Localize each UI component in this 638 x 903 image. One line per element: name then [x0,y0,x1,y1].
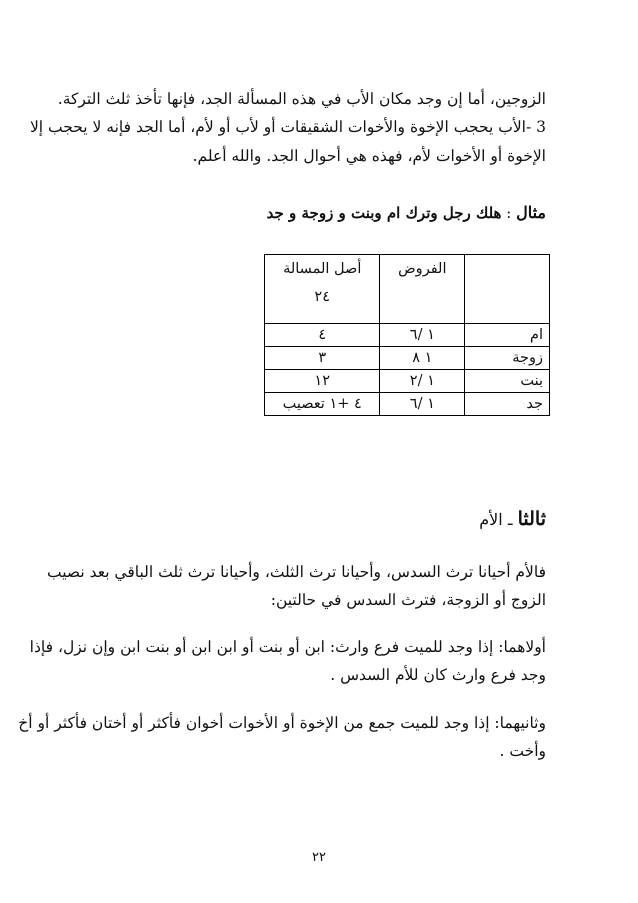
table-header-shares: الفروض [380,255,465,324]
paragraph-line: وأخت . [499,742,546,760]
share-cell: ١ /٢ [380,370,465,393]
portion-cell: ٣ [265,347,380,370]
portion-cell: ١٢ [265,370,380,393]
heir-cell: جد [465,393,550,416]
section-heading-title: ـ الأم [479,510,518,529]
section-heading-number: ثالثا [517,508,546,530]
example-separator: : [506,204,512,222]
paragraph-line: أولاهما: إذا وجد للميت فرع وارث: ابن أو بنت أو ابن ابن أو بنت ابن وإن نزل، فإذا [29,638,546,656]
table-header-origin: أصل المسالة ٢٤ [265,255,380,324]
table-header-row [265,255,550,324]
paragraph-line: 3 -الأب يحجب الإخوة والأخوات الشقيقات أو لأب أو لأم، أما الجد فإنه لا يحجب إلا [29,118,546,136]
origin-base-value: ٢٤ [314,289,330,305]
paragraph-line: وثانيهما: إذا وجد للميت جمع من الإخوة أو الأخوات أخوان فأكثر أو أختان فأكثر أو أخ [18,714,546,732]
paragraph-line: فالأم أحيانا ترث السدس، وأحيانا ترث الثلث، وأحيانا ترث ثلث الباقي بعد نصيب [47,563,546,581]
table-header-heir [465,255,550,324]
table-row [265,393,550,416]
inheritance-table [264,254,550,416]
paragraph-line: وجد فرع وارث كان للأم السدس . [330,666,546,684]
example-line [267,203,546,222]
page-number: ٢٢ [312,850,326,865]
paragraph-line: الزوجين، أما إن وجد مكان الأب في هذه المسألة الجد، فإنها تأخذ ثلث التركة. [57,90,546,108]
share-cell: ١ /٦ [380,393,465,416]
heir-cell: ام [465,324,550,347]
table-row [265,370,550,393]
example-text: هلك رجل وترك ام وبنت و زوجة و جد [266,204,502,222]
portion-cell: ٤ [265,324,380,347]
paragraph-line: الزوج أو الزوجة، فترث السدس في حالتين: [270,591,546,609]
table-row [265,324,550,347]
share-cell: ١ /٦ [380,324,465,347]
portion-cell: ٤ +١ تعصيب [265,393,380,416]
share-cell: ١ ٨ [380,347,465,370]
heir-cell: بنت [465,370,550,393]
heir-cell: زوجة [465,347,550,370]
example-label: مثال [516,203,546,222]
section-heading [479,508,546,530]
table-row [265,347,550,370]
paragraph-line: الإخوة أو الأخوات لأم، فهذه هي أحوال الجد. والله أعلم. [192,147,546,165]
